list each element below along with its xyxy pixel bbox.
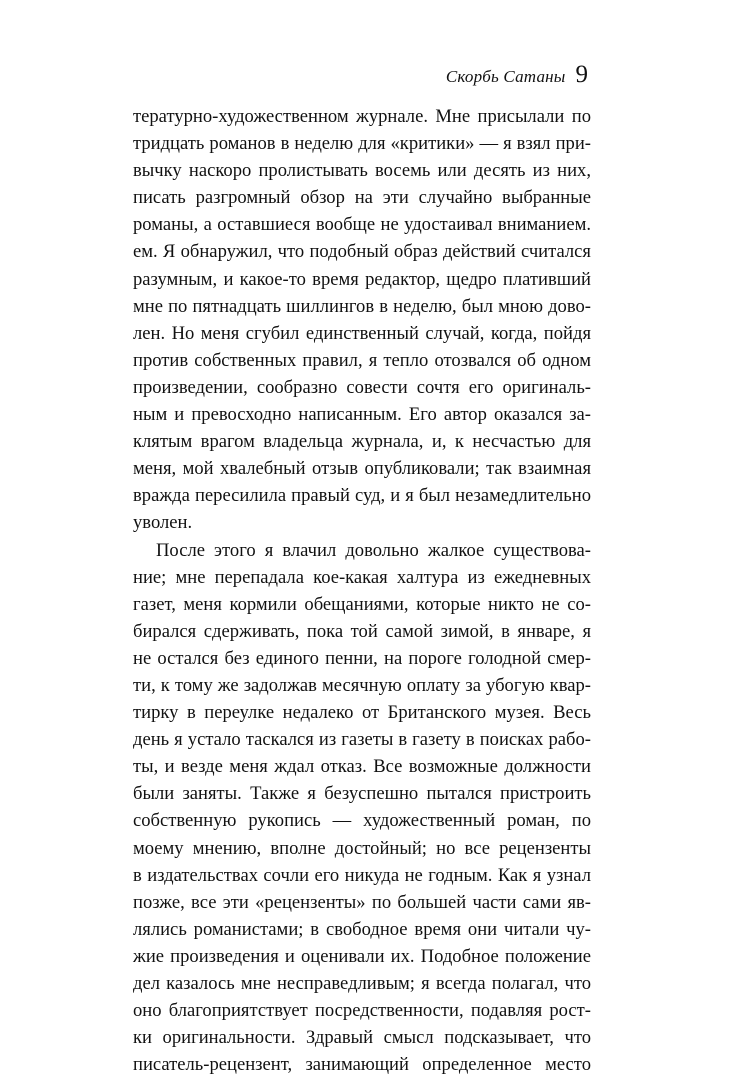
text-line: ки оригинальности. Здравый смысл подсказывает, что — [133, 1027, 591, 1049]
running-head — [446, 62, 588, 87]
text-line: мне по пятнадцать шиллингов в неделю, был мною дово- — [133, 295, 591, 317]
text-line: жие произведения и оценивали их. Подобное положение — [133, 945, 591, 967]
text-line: вражда пересилила правый суд, и я был незамедлительно — [133, 485, 591, 507]
text-line: собственную рукопись — художественный роман, по — [133, 810, 591, 832]
text-line: бирался сдерживать, пока той самой зимой, в январе, я — [133, 620, 591, 642]
text-line: произведении, сообразно совести сочтя его оригиналь- — [133, 376, 591, 398]
text-line: ем. Я обнаружил, что подобный образ действий считался — [133, 241, 591, 263]
text-line: ние; мне перепадала кое-какая халтура из ежедневных — [133, 566, 591, 588]
text-line: ным и превосходно написанным. Его автор оказался за- — [133, 404, 591, 426]
text-line: оно благоприятствует посредственности, подавляя рост- — [133, 1000, 591, 1022]
text-line: ты, и везде меня ждал отказ. Все возможные должности — [133, 756, 591, 778]
text-line: романы, а оставшиеся вообще не удостаивал вниманием. — [133, 214, 591, 236]
text-line: против собственных правил, я тепло отозвался об одном — [133, 349, 591, 371]
text-line: тридцать романов в неделю для «критики» — я взял при- — [133, 133, 591, 155]
text-line: в издательствах сочли его никуда не годным. Как я узнал — [133, 864, 591, 886]
text-line: моему мнению, вполне достойный; но все рецензенты — [133, 837, 591, 859]
text-line: меня, мой хвалебный отзыв опубликовали; так взаимная — [133, 458, 591, 480]
text-line: были заняты. Также я безуспешно пытался пристроить — [133, 783, 591, 805]
text-line: После этого я влачил довольно жалкое существова- — [156, 539, 591, 561]
text-line: день я устало таскался из газеты в газету в поисках рабо- — [133, 729, 591, 751]
body-text — [133, 103, 591, 1078]
text-line: клятым врагом владельца журнала, и, к несчастью для — [133, 431, 591, 453]
text-line: писать разгромный обзор на эти случайно выбранные — [133, 187, 591, 209]
text-line: ти, к тому же задолжав месячную оплату за убогую квар- — [133, 674, 591, 696]
text-line: тературно-художественном журнале. Мне присылали по — [133, 106, 591, 127]
text-line: не остался без единого пенни, на пороге голодной смер- — [133, 647, 591, 669]
page-number: 9 — [575, 61, 588, 88]
text-line: дел казалось мне несправедливым; я всегда полагал, что — [133, 973, 591, 994]
text-line: разумным, и какое-то время редактор, щедро плативший — [133, 268, 591, 290]
text-line: лен. Но меня сгубил единственный случай, когда, пойдя — [133, 322, 591, 344]
running-title: Скорбь Сатаны — [445, 67, 566, 86]
text-line: газет, меня кормили обещаниями, которые никто не со- — [133, 593, 591, 615]
text-line: уволен. — [133, 512, 193, 534]
text-line: лялись романистами; в свободное время они читали чу- — [133, 918, 591, 940]
text-line: писатель-рецензент, занимающий определенное место — [133, 1054, 591, 1076]
text-line: позже, все эти «рецензенты» по большей части сами яв- — [133, 891, 591, 913]
text-line: тирку в переулке недалеко от Британского музея. Весь — [133, 702, 591, 724]
text-line: вычку наскоро пролистывать восемь или десять из них, — [133, 160, 591, 182]
